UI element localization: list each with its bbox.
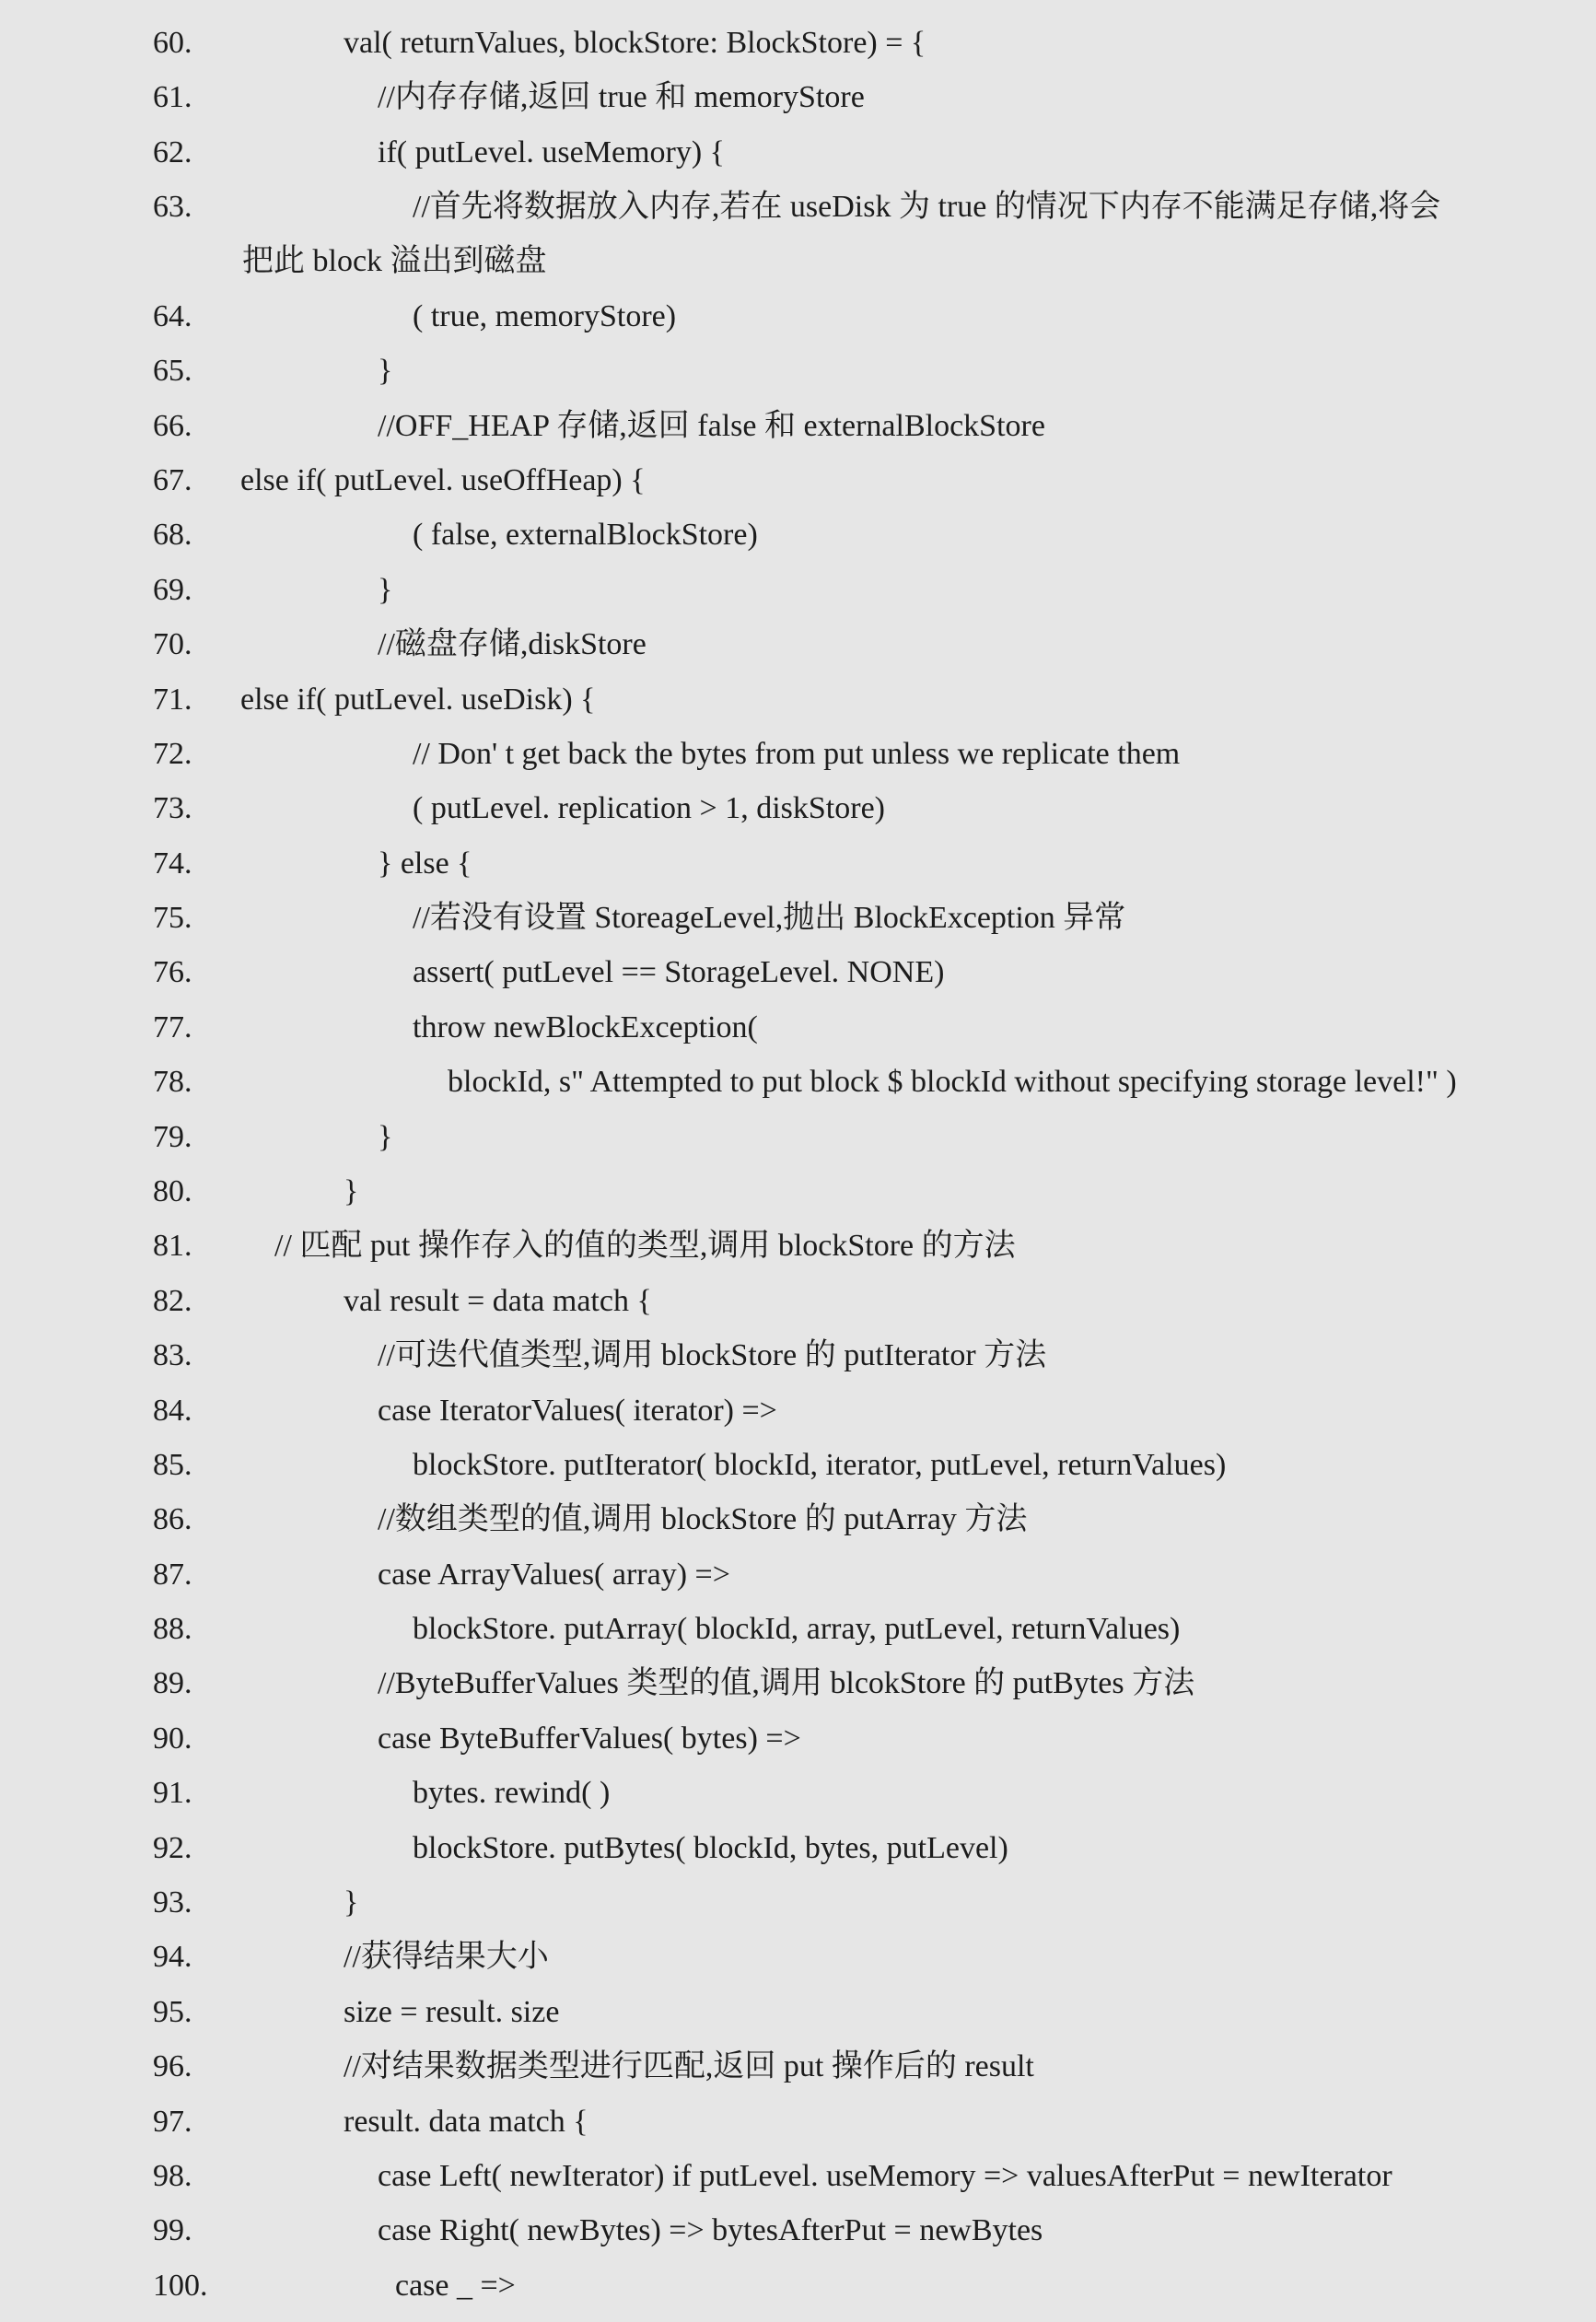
line-number: 98. [153,2159,192,2193]
code-comment: //OFF_HEAP 存储,返回 false 和 externalBlockStore [378,409,1045,443]
code-line [0,2094,1596,2150]
line-number: 86. [153,1502,192,1536]
code-line [0,1274,1596,1329]
line-number: 78. [153,1065,192,1099]
code-line [0,1110,1596,1165]
code-line [0,1000,1596,1056]
code-line [0,2258,1596,2314]
code-line [0,344,1596,399]
code-text: case ByteBufferValues( bytes) => [378,1721,801,1756]
line-number: 66. [153,409,192,443]
code-text: else if( putLevel. useOffHeap) { [240,463,646,497]
code-comment: //对结果数据类型进行匹配,返回 put 操作后的 result [344,2049,1034,2083]
code-line [0,727,1596,782]
line-number: 60. [153,26,192,60]
code-comment: // Don' t get back the bytes from put unless we replicate them [413,737,1181,771]
code-text: blockStore. putIterator( blockId, iterator, putLevel, returnValues) [413,1448,1227,1482]
code-comment: //数组类型的值,调用 blockStore 的 putArray 方法 [378,1502,1028,1536]
code-line [0,1602,1596,1657]
code-text: throw newBlockException( [413,1010,758,1044]
code-line [0,781,1596,836]
code-line [0,399,1596,454]
code-line [0,1875,1596,1931]
code-line [0,508,1596,563]
code-line [0,1438,1596,1493]
line-number: 85. [153,1448,192,1482]
code-text: else if( putLevel. useDisk) { [240,683,596,717]
code-text: result. data match { [344,2105,588,2139]
code-line [0,891,1596,946]
code-text: } [378,354,393,388]
code-comment: //ByteBufferValues 类型的值,调用 blcokStore 的 putBytes 方法 [378,1666,1195,1700]
code-comment: //获得结果大小 [344,1940,549,1974]
line-number: 88. [153,1612,192,1646]
code-comment: //内存存储,返回 true 和 memoryStore [378,80,865,114]
code-line [0,2149,1596,2204]
line-number: 69. [153,573,192,607]
line-number: 73. [153,791,192,825]
code-line [0,1766,1596,1821]
code-line [0,2203,1596,2258]
code-text: } else { [378,846,472,881]
line-number: 87. [153,1558,192,1592]
code-text: assert( putLevel == StorageLevel. NONE) [413,955,945,989]
line-number: 83. [153,1338,192,1372]
code-comment: // 匹配 put 操作存入的值的类型,调用 blockStore 的方法 [274,1229,1016,1263]
line-number: 100. [153,2269,208,2303]
code-comment: //磁盘存储,diskStore [378,627,647,661]
line-number: 99. [153,2213,192,2247]
code-line [0,1164,1596,1219]
line-number: 80. [153,1174,192,1208]
code-line [0,1821,1596,1876]
code-line [0,836,1596,892]
line-number: 63. [153,190,192,224]
code-text: case _ => [395,2269,516,2303]
code-line [0,945,1596,1000]
code-line [0,563,1596,618]
line-number: 91. [153,1776,192,1810]
code-line [0,16,1596,71]
code-line [0,1985,1596,2040]
code-line [0,1328,1596,1383]
code-line [0,125,1596,181]
code-text: ( false, externalBlockStore) [413,518,758,552]
code-line [0,1711,1596,1767]
code-line [0,180,1596,235]
line-number: 76. [153,955,192,989]
code-line [0,672,1596,728]
line-number: 82. [153,1284,192,1318]
line-number: 68. [153,518,192,552]
code-line [0,1547,1596,1603]
code-line [0,1055,1596,1110]
code-comment: //若没有设置 StoreageLevel,抛出 BlockException 异常 [413,901,1126,935]
line-number: 64. [153,299,192,333]
code-text: case ArrayValues( array) => [378,1558,730,1592]
code-text: ( putLevel. replication > 1, diskStore) [413,791,885,825]
line-number: 67. [153,463,192,497]
line-number: 75. [153,901,192,935]
code-comment: //首先将数据放入内存,若在 useDisk 为 true 的情况下内存不能满足存储,将会 [413,190,1441,224]
line-number: 65. [153,354,192,388]
line-number: 92. [153,1831,192,1865]
code-text: blockId, s" Attempted to put block $ blockId without specifying storage level!" ) [448,1065,1457,1099]
code-text: case Left( newIterator) if putLevel. useMemory => valuesAfterPut = newIterator [378,2159,1392,2193]
line-number: 96. [153,2049,192,2083]
code-text: if( putLevel. useMemory) { [378,135,725,169]
code-text: val( returnValues, blockStore: BlockStore) = { [344,26,926,60]
line-number: 61. [153,80,192,114]
code-line [0,1492,1596,1547]
line-number: 84. [153,1394,192,1428]
code-comment-continuation: 把此 block 溢出到磁盘 [242,244,547,278]
code-text: ( true, memoryStore) [413,299,677,333]
code-line [0,1383,1596,1439]
line-number: 95. [153,1995,192,2029]
line-number: 93. [153,1885,192,1919]
code-line [0,289,1596,344]
code-line [0,617,1596,672]
code-comment: //可迭代值类型,调用 blockStore 的 putIterator 方法 [378,1338,1047,1372]
line-number: 97. [153,2105,192,2139]
code-text: bytes. rewind( ) [413,1776,611,1810]
code-line [0,70,1596,125]
code-line [0,1656,1596,1711]
code-text: } [378,573,393,607]
line-number: 94. [153,1940,192,1974]
code-text: val result = data match { [344,1284,652,1318]
line-number: 74. [153,846,192,881]
code-text: } [378,1120,393,1154]
code-text: blockStore. putArray( blockId, array, putLevel, returnValues) [413,1612,1181,1646]
line-number: 71. [153,683,192,717]
code-line [0,1219,1596,1274]
code-line [0,453,1596,508]
code-text: size = result. size [344,1995,560,2029]
code-text: case Right( newBytes) => bytesAfterPut = newBytes [378,2213,1043,2247]
line-number: 72. [153,737,192,771]
code-text: case IteratorValues( iterator) => [378,1394,777,1428]
line-number: 62. [153,135,192,169]
line-number: 89. [153,1666,192,1700]
code-text: blockStore. putBytes( blockId, bytes, putLevel) [413,1831,1008,1865]
line-number: 81. [153,1229,192,1263]
code-line [0,1930,1596,1985]
code-text: } [344,1885,359,1919]
code-text: } [344,1174,359,1208]
line-number: 79. [153,1120,192,1154]
line-number: 90. [153,1721,192,1756]
line-number: 70. [153,627,192,661]
line-number: 77. [153,1010,192,1044]
code-line [0,2039,1596,2094]
code-line-continuation [0,234,1596,289]
